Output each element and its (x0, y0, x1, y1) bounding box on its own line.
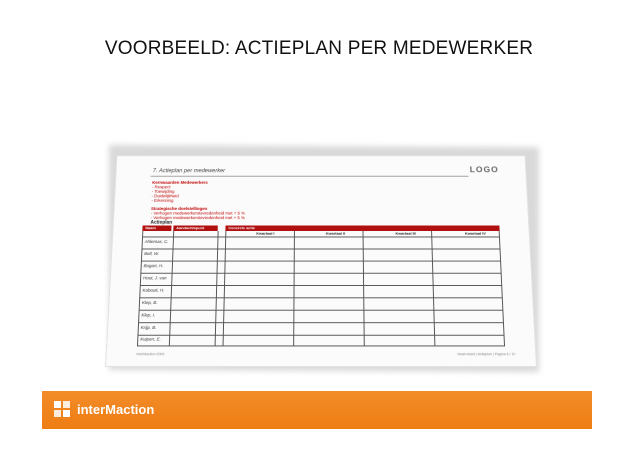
section2-heading: Strategische doelstellingen (150, 206, 208, 211)
column-header-focus: Aandachtspunt (173, 225, 218, 231)
grid-row (141, 249, 500, 250)
grid-row (137, 345, 505, 346)
grid-row (139, 297, 503, 298)
column-header-action: Concrete actie (225, 225, 499, 231)
section1-item: - Duidelijkheid (151, 193, 179, 199)
quarter-header: Kwartaal III (395, 230, 416, 236)
grid-row (138, 322, 504, 323)
table-row-name: Bogart, H. (143, 263, 164, 269)
table-row-name: Bell, W. (144, 251, 160, 256)
document-preview (105, 140, 535, 365)
quarter-header: Kwartaal I (256, 230, 275, 236)
section2-item: - Verhogen medewerkerstevredenheid met + 5 % (150, 215, 245, 221)
grid-row (137, 335, 504, 336)
table-row-name: Hout, J. van (142, 275, 167, 281)
grid-row (140, 285, 502, 286)
section1-item: - Toewijding (151, 189, 175, 194)
slide-title: VOORBEELD: ACTIEPLAN PER MEDEWERKER (104, 38, 534, 59)
table-heading: Actieplan (150, 220, 173, 226)
document-title: 7. Actieplan per medewerker (152, 168, 226, 174)
section2-item: - Verhogen medewerkerstevredenheid met + 5 % (150, 210, 246, 216)
table-row-name: Kuipen, E. (140, 336, 161, 342)
column-header-name: Naam (142, 225, 171, 231)
section1-item: - Erkenning (151, 198, 174, 203)
table-row-name: Krijp, B. (140, 325, 157, 330)
grid-row (142, 237, 500, 238)
document-page (105, 155, 537, 367)
header-rule (151, 176, 469, 177)
quarter-header: Kwartaal IV (464, 230, 486, 236)
grid-row (140, 273, 501, 274)
table-row-name: Ahlemas, C. (144, 239, 169, 244)
document-footer-right: Naam klant | Actieplan | Pagina 6 / 10 (457, 352, 516, 357)
grid-row (139, 310, 504, 311)
intermaction-logo-icon (54, 401, 71, 418)
document-logo: LOGO (469, 165, 499, 174)
quarter-header: Kwartaal II (325, 230, 346, 236)
brand-name: interMaction (77, 402, 155, 417)
table-row-name: Kabouti, H. (142, 287, 165, 293)
table-row-name: Klep, I. (141, 312, 156, 318)
footer-bar (42, 391, 592, 429)
grid-row (141, 261, 501, 262)
brand (54, 401, 154, 418)
action-table (137, 225, 505, 346)
document-footer-left: interMaction 2009 (136, 352, 165, 357)
table-row-name: Klep, B. (141, 300, 158, 305)
section1-item: - Respect (151, 184, 171, 190)
section1-heading: Kernwaarden Medewerkers (152, 180, 208, 185)
